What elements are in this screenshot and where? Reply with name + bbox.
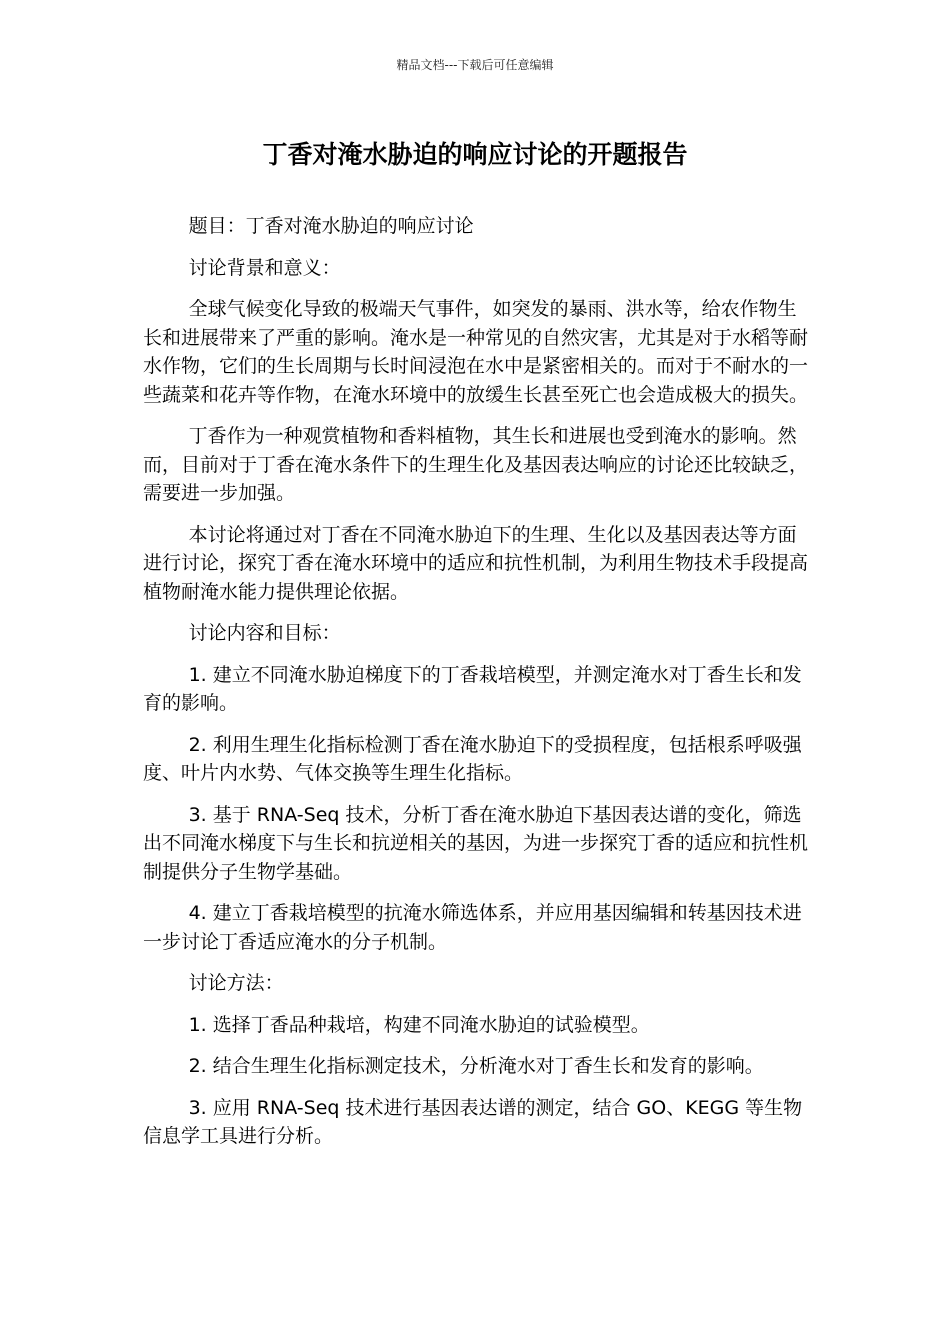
section-heading-background: 讨论背景和意义： bbox=[188, 256, 341, 279]
list-item-goal-3: 3. 基于 RNA-Seq 技术，分析丁香在淹水胁迫下基因表达谱的变化，筛选出不同淹水梯度下与生长和抗逆相关的基因，为进一步探究丁香的适应和抗性机制提供分子生物学基础。 bbox=[143, 803, 809, 883]
list-item-goal-1: 1. 建立不同淹水胁迫梯度下的丁香栽培模型，并测定淹水对丁香生长和发育的影响。 bbox=[143, 663, 802, 714]
section-heading-content-goals: 讨论内容和目标： bbox=[188, 622, 341, 644]
list-item-method-2: 2. 结合生理生化指标测定技术，分析淹水对丁香生长和发育的影响。 bbox=[188, 1055, 764, 1077]
document-body bbox=[143, 212, 808, 1164]
paragraph-background-2: 丁香作为一种观赏植物和香料植物，其生长和进展也受到淹水的影响。然而，目前对于丁香在淹水条件下的生理生化及基因表达响应的讨论还比较缺乏，需要进一步加强。 bbox=[143, 425, 809, 504]
document-title: 丁香对淹水胁迫的响应讨论的开题报告 bbox=[262, 140, 688, 169]
paragraph-background-1: 全球气候变化导致的极端天气事件，如突发的暴雨、洪水等，给农作物生长和进展带来了严重的影响。淹水是一种常见的自然灾害，尤其是对于水稻等耐水作物，它们的生长周期与长时间浸泡在水中是紧密相关的。而对于不耐水的一些蔬菜和花卉等作物，在淹水环境中的放缓生长甚至死亡也会造成极大的损失。 bbox=[143, 298, 809, 406]
paragraph-topic: 题目：丁香对淹水胁迫的响应讨论 bbox=[188, 215, 474, 237]
list-item-method-1: 1. 选择丁香品种栽培，构建不同淹水胁迫的试验模型。 bbox=[188, 1013, 650, 1036]
list-item-goal-4: 4. 建立丁香栽培模型的抗淹水筛选体系，并应用基因编辑和转基因技术进一步讨论丁香适应淹水的分子机制。 bbox=[143, 902, 802, 953]
paragraph-background-3: 本讨论将通过对丁香在不同淹水胁迫下的生理、生化以及基因表达等方面进行讨论，探究丁香在淹水环境中的适应和抗性机制，为利用生物技术手段提高植物耐淹水能力提供理论依据。 bbox=[143, 523, 809, 603]
header-note: 精品文档---下载后可任意编辑 bbox=[396, 58, 554, 72]
list-item-method-3: 3. 应用 RNA-Seq 技术进行基因表达谱的测定，结合 GO、KEGG 等生物信息学工具进行分析。 bbox=[143, 1096, 803, 1147]
list-item-goal-2: 2. 利用生理生化指标检测丁香在淹水胁迫下的受损程度，包括根系呼吸强度、叶片内水势、气体交换等生理生化指标。 bbox=[143, 733, 802, 784]
section-heading-methods: 讨论方法： bbox=[188, 972, 284, 994]
